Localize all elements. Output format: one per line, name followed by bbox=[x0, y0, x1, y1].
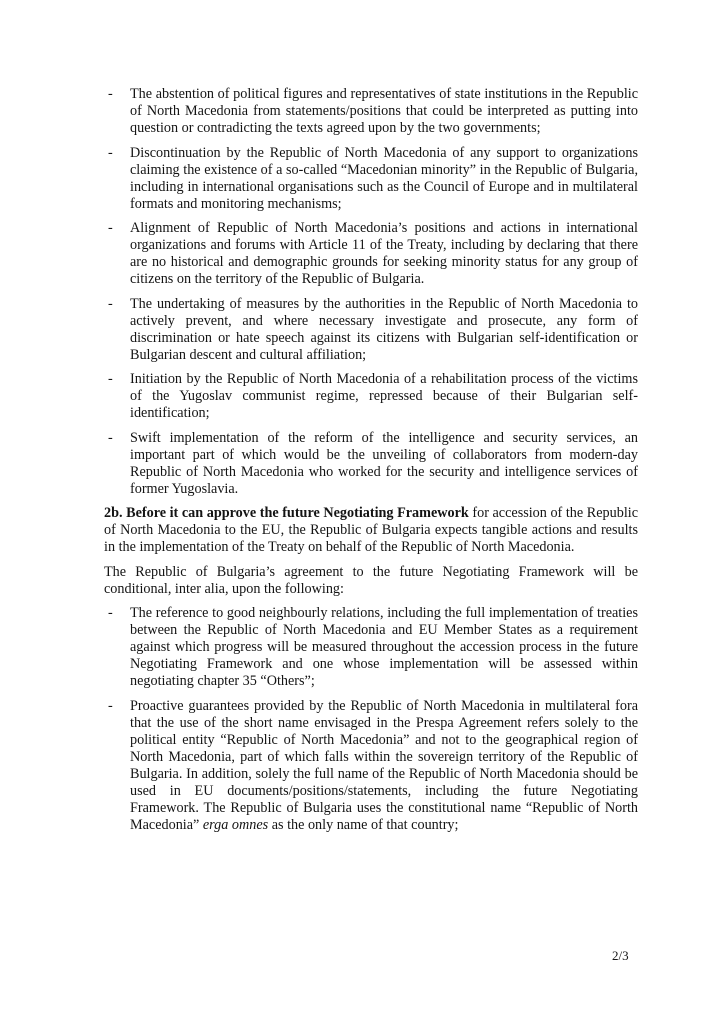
list-item-text: Initiation by the Republic of North Macedonia of a rehabilitation process of the victims of the Yugoslav communist regime, repressed because of their Bulgarian self-identification; bbox=[130, 371, 638, 421]
list-item-text: Alignment of Republic of North Macedonia’s positions and actions in international organizations and forums with Article 11 of the Treaty, including by declaring that there are no historical and demographic grounds for seeking minority status for any group of citizens on the territory of the Republic of Bulgaria. bbox=[130, 220, 638, 287]
bullet-dash: - bbox=[108, 697, 113, 714]
page-number: 2/3 bbox=[612, 948, 629, 963]
list-item-text-main: Proactive guarantees provided by the Republic of North Macedonia in multilateral fora that the use of the short name envisaged in the Prespa Agreement refers solely to the political entity “Republic of North Macedonia” and not to the geographical region of North Macedonia, part of which falls within the sovereign territory of the Republic of Bulgaria. In addition, solely the full name of the Republic of North Macedonia should be used in EU documents/positions/statements, including the future Negotiating Framework. The Republic of Bulgaria uses the constitutional name “Republic of North Macedonia” bbox=[130, 697, 638, 833]
latin-phrase: erga omnes bbox=[202, 816, 269, 833]
list-item bbox=[104, 430, 638, 498]
list-item-text: Discontinuation by the Republic of North Macedonia of any support to organizations claiming the existence of a so-called “Macedonian minority” in the Republic of Bulgaria, including in international organisations such as the Council of Europe and in multilateral formats and monitoring mechanisms; bbox=[130, 144, 638, 212]
bullet-dash: - bbox=[108, 429, 113, 446]
list-item-text: The reference to good neighbourly relations, including the full implementation of treaties between the Republic of North Macedonia and EU Member States as a requirement against which progress will be measured throughout the accession process in the future Negotiating Framework and one whose implementation will be assessed within negotiating chapter 35 “Others”; bbox=[130, 605, 638, 689]
section-2b-paragraph bbox=[104, 505, 638, 556]
bullet-list-a bbox=[104, 86, 638, 498]
section-2b-heading: 2b. Before it can approve the future Negotiating Framework bbox=[104, 505, 469, 521]
bullet-dash: - bbox=[108, 605, 113, 621]
list-item-text: The undertaking of measures by the authorities in the Republic of North Macedonia to actively prevent, and where necessary investigate and prosecute, any form of discrimination or hate speech against its citizens with Bulgarian self-identification or Bulgarian descent and cultural affiliation; bbox=[130, 295, 638, 363]
list-item-text: Swift implementation of the reform of the intelligence and security services, an important part of which would be the unveiling of collaborators from modern-day Republic of North Macedonia who worked for the security and intelligence services of former Yugoslavia. bbox=[130, 429, 638, 497]
section-2b-text: for accession of the Republic of North Macedonia to the EU, the Republic of Bulgaria expects tangible actions and results in the implementation of the Treaty on behalf of the Republic of North Macedonia. bbox=[104, 505, 638, 555]
list-item bbox=[104, 86, 638, 137]
list-item bbox=[104, 605, 638, 690]
list-item bbox=[104, 220, 638, 288]
list-item bbox=[104, 145, 638, 213]
bullet-list-b bbox=[104, 605, 638, 834]
list-item bbox=[104, 371, 638, 422]
page-content bbox=[104, 86, 638, 841]
list-item-text-tail: as the only name of that country; bbox=[268, 816, 459, 833]
bullet-dash: - bbox=[108, 220, 113, 236]
bullet-dash: - bbox=[108, 144, 113, 161]
conditional-paragraph: The Republic of Bulgaria’s agreement to the future Negotiating Framework will be conditional, inter alia, upon the following: bbox=[104, 563, 638, 597]
list-item-text bbox=[130, 698, 638, 833]
list-item bbox=[104, 698, 638, 834]
list-item bbox=[104, 296, 638, 364]
bullet-dash: - bbox=[108, 295, 113, 312]
list-item-text: The abstention of political figures and representatives of state institutions in the Republic of North Macedonia from statements/positions that could be interpreted as putting into question or contradicting the texts agreed upon by the two governments; bbox=[130, 86, 638, 136]
bullet-dash: - bbox=[108, 371, 113, 387]
bullet-dash: - bbox=[108, 86, 113, 102]
